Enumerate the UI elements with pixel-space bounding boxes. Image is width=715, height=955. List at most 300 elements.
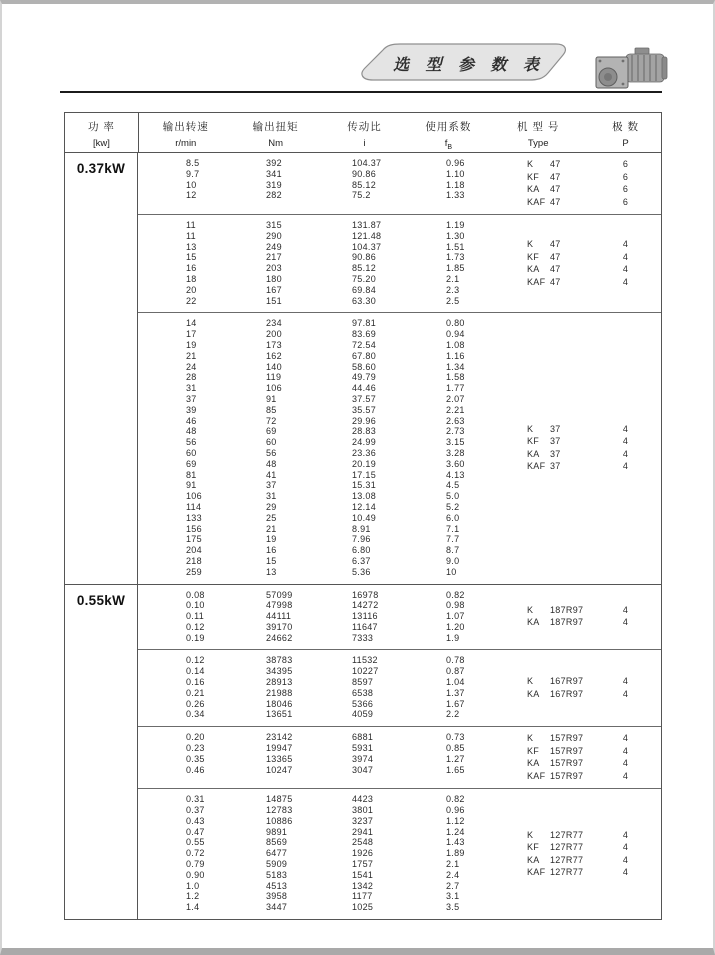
- output-torque-value: 19: [266, 534, 277, 545]
- output-speed-value: 0.37: [186, 805, 205, 816]
- output-torque-value: 290: [266, 230, 282, 241]
- col-header-ratio: 传动比 i: [347, 121, 382, 149]
- service-factor-value: 1.12: [446, 815, 465, 826]
- service-factor-value: 0.82: [446, 794, 465, 805]
- output-torque-value: 151: [266, 295, 282, 306]
- ratio-value: 44.46: [352, 383, 377, 394]
- output-torque-value: 10247: [266, 764, 293, 775]
- pole-count: 4: [622, 688, 629, 699]
- output-speed-value: 16: [186, 263, 197, 274]
- output-torque-value: 37: [266, 480, 277, 491]
- service-factor-value: 6.0: [446, 512, 460, 523]
- output-speed-value: 0.19: [186, 632, 205, 643]
- service-factor-value: 4.5: [446, 480, 460, 491]
- service-factor-value: 1.08: [446, 339, 465, 350]
- service-factor-value: 0.85: [446, 743, 465, 754]
- output-speed-value: 0.12: [186, 621, 205, 632]
- ratio-value: 3974: [352, 753, 374, 764]
- output-speed-value: 0.11: [186, 611, 205, 622]
- ratio-value: 90.86: [352, 168, 377, 179]
- output-torque-value: 85: [266, 404, 277, 415]
- pole-count: 4: [622, 770, 629, 781]
- ratio-value: 5931: [352, 743, 374, 754]
- output-speed-value: 91: [186, 480, 197, 491]
- output-speed-value: 0.46: [186, 764, 205, 775]
- model-type: KF 47: [527, 251, 561, 262]
- ratio-value: 3801: [352, 805, 374, 816]
- output-speed-value: 14: [186, 318, 197, 329]
- model-type: KF 47: [527, 171, 561, 182]
- ratio-value: 67.80: [352, 350, 377, 361]
- model-type: KAF 37: [527, 461, 561, 472]
- output-torque-value: 282: [266, 190, 282, 201]
- ratio-value: 1541: [352, 869, 374, 880]
- output-torque-value: 39170: [266, 621, 293, 632]
- ratio-block: [138, 312, 661, 583]
- ratio-value: 85.12: [352, 263, 377, 274]
- ratio-value: 49.79: [352, 372, 377, 383]
- ratio-value: 11647: [352, 621, 378, 632]
- ratio-value: 11532: [352, 655, 378, 666]
- service-factor-value: 2.7: [446, 880, 460, 891]
- pole-count: 4: [622, 264, 629, 275]
- ratio-value: 104.37: [352, 158, 382, 168]
- pole-count: 6: [622, 159, 629, 169]
- ratio-value: 15.31: [352, 480, 377, 491]
- service-factor-value: 1.9: [446, 632, 460, 643]
- output-speed-value: 0.08: [186, 589, 205, 600]
- output-speed-value: 8.5: [186, 158, 200, 168]
- output-torque-value: 203: [266, 263, 282, 274]
- output-torque-value: 13: [266, 566, 277, 577]
- output-torque-value: 48: [266, 458, 277, 469]
- output-speed-value: 114: [186, 501, 202, 512]
- service-factor-value: 1.43: [446, 837, 465, 848]
- service-factor-value: 2.1: [446, 273, 460, 284]
- service-factor-value: 1.77: [446, 383, 465, 394]
- pole-count: 4: [622, 745, 629, 756]
- output-speed-value: 156: [186, 523, 202, 534]
- output-torque-value: 6477: [266, 848, 288, 859]
- ratio-value: 7.96: [352, 534, 371, 545]
- service-factor-value: 1.34: [446, 361, 465, 372]
- ratio-value: 131.87: [352, 220, 382, 230]
- output-torque-value: 31: [266, 491, 277, 502]
- service-factor-value: 1.24: [446, 826, 465, 837]
- ratio-value: 14272: [352, 600, 379, 611]
- pole-count: 4: [622, 251, 629, 262]
- ratio-value: 69.84: [352, 284, 377, 295]
- col-header-torque: 输出扭矩 Nm: [252, 121, 299, 149]
- ratio-value: 75.20: [352, 273, 377, 284]
- ratio-value: 121.48: [352, 230, 382, 241]
- output-speed-value: 0.23: [186, 743, 205, 754]
- model-type: K 47: [527, 159, 561, 169]
- service-factor-value: 1.19: [446, 220, 465, 230]
- ratio-value: 2941: [352, 826, 374, 837]
- pole-count: 4: [622, 733, 629, 744]
- pole-count: 4: [622, 829, 629, 840]
- power-rating-label: 0.55kW: [76, 592, 126, 608]
- pole-count: 4: [622, 758, 629, 769]
- output-torque-value: 140: [266, 361, 282, 372]
- pole-count: 6: [622, 171, 629, 182]
- output-speed-value: 22: [186, 295, 197, 306]
- model-type: KA 157R97: [527, 758, 584, 769]
- pole-count: 6: [622, 184, 629, 194]
- output-speed-value: 17: [186, 329, 197, 340]
- output-speed-value: 60: [186, 447, 197, 458]
- ratio-value: 6881: [352, 732, 374, 743]
- output-torque-value: 5909: [266, 859, 288, 870]
- col-header-poles: 极 数 P: [612, 121, 640, 149]
- output-torque-value: 341: [266, 168, 282, 179]
- service-factor-value: 1.16: [446, 350, 465, 361]
- output-torque-value: 392: [266, 158, 282, 168]
- output-torque-value: 41: [266, 469, 277, 480]
- model-type: KAF 47: [527, 276, 561, 287]
- model-type: K 157R97: [527, 733, 584, 744]
- power-section: [65, 584, 661, 920]
- table-body: [65, 153, 661, 919]
- service-factor-value: 2.73: [446, 426, 465, 437]
- service-factor-value: 2.5: [446, 295, 460, 306]
- service-factor-value: 1.27: [446, 753, 465, 764]
- pole-count: 4: [622, 867, 629, 878]
- output-speed-value: 0.35: [186, 753, 205, 764]
- service-factor-value: 7.7: [446, 534, 460, 545]
- output-torque-value: 34395: [266, 666, 293, 677]
- output-speed-value: 0.34: [186, 709, 205, 720]
- output-torque-value: 56: [266, 447, 277, 458]
- output-speed-value: 18: [186, 273, 197, 284]
- output-speed-value: 24: [186, 361, 197, 372]
- output-speed-value: 48: [186, 426, 197, 437]
- output-torque-value: 44111: [266, 611, 292, 622]
- ratio-value: 35.57: [352, 404, 377, 415]
- output-torque-value: 13651: [266, 709, 293, 720]
- output-speed-value: 0.43: [186, 815, 205, 826]
- ratio-value: 85.12: [352, 179, 377, 190]
- service-factor-value: 1.73: [446, 252, 465, 263]
- output-torque-value: 12783: [266, 805, 293, 816]
- power-cell: [65, 585, 138, 920]
- service-factor-value: 3.1: [446, 891, 460, 902]
- ratio-value: 23.36: [352, 447, 377, 458]
- output-speed-value: 175: [186, 534, 202, 545]
- pole-count: 6: [622, 196, 629, 207]
- ratio-value: 6538: [352, 687, 374, 698]
- ratio-value: 6.80: [352, 545, 371, 556]
- output-speed-value: 81: [186, 469, 197, 480]
- ratio-value: 90.86: [352, 252, 377, 263]
- output-speed-value: 259: [186, 566, 202, 577]
- output-speed-value: 31: [186, 383, 197, 394]
- service-factor-value: 0.94: [446, 329, 465, 340]
- service-factor-value: 2.3: [446, 284, 460, 295]
- service-factor-value: 8.7: [446, 545, 460, 556]
- title-banner: [356, 42, 572, 84]
- service-factor-value: 2.07: [446, 393, 465, 404]
- model-type: KA 47: [527, 264, 561, 275]
- col-header-service-factor: 使用系数 $f_B$: [425, 121, 472, 151]
- output-speed-value: 15: [186, 252, 197, 263]
- output-torque-value: 91: [266, 393, 277, 404]
- output-torque-value: 14875: [266, 794, 293, 805]
- pole-count: 4: [622, 448, 629, 459]
- output-speed-value: 39: [186, 404, 197, 415]
- output-speed-value: 46: [186, 415, 197, 426]
- output-torque-value: 21: [266, 523, 277, 534]
- ratio-value: 63.30: [352, 295, 377, 306]
- model-type: KAF 157R97: [527, 770, 584, 781]
- output-speed-value: 21: [186, 350, 197, 361]
- service-factor-value: 0.87: [446, 666, 465, 677]
- output-speed-value: 69: [186, 458, 197, 469]
- ratio-value: 6.37: [352, 555, 371, 566]
- output-speed-value: 1.0: [186, 880, 200, 891]
- ratio-value: 28.83: [352, 426, 377, 437]
- output-torque-value: 167: [266, 284, 282, 295]
- output-torque-value: 162: [266, 350, 282, 361]
- service-factor-value: 1.37: [446, 687, 465, 698]
- service-factor-value: 0.96: [446, 158, 465, 168]
- output-torque-value: 28913: [266, 677, 293, 688]
- model-type: KF 157R97: [527, 745, 584, 756]
- ratio-value: 5366: [352, 698, 374, 709]
- output-torque-value: 319: [266, 179, 282, 190]
- ratio-value: 3237: [352, 815, 374, 826]
- ratio-value: 24.99: [352, 437, 377, 448]
- service-factor-value: 3.5: [446, 902, 460, 913]
- output-torque-value: 8569: [266, 837, 288, 848]
- output-torque-value: 9891: [266, 826, 288, 837]
- model-type: K 127R77: [527, 829, 584, 840]
- table-header-row: [65, 113, 661, 153]
- page-title: 选 型 参 数 表: [393, 57, 545, 74]
- output-speed-value: 0.72: [186, 848, 205, 859]
- output-torque-value: 315: [266, 220, 282, 230]
- output-torque-value: 173: [266, 339, 282, 350]
- ratio-value: 97.81: [352, 318, 377, 329]
- ratio-value: 58.60: [352, 361, 377, 372]
- model-type: KA 127R77: [527, 854, 584, 865]
- output-speed-value: 12: [186, 190, 197, 201]
- ratio-block: [138, 585, 661, 650]
- output-torque-value: 200: [266, 329, 282, 340]
- pole-count: 4: [622, 854, 629, 865]
- ratio-block: [138, 788, 661, 919]
- service-factor-value: 4.13: [446, 469, 465, 480]
- output-speed-value: 0.16: [186, 677, 205, 688]
- output-speed-value: 11: [186, 220, 196, 230]
- service-factor-value: 7.1: [446, 523, 460, 534]
- output-torque-value: 234: [266, 318, 282, 329]
- pole-count: 4: [622, 276, 629, 287]
- pole-count: 4: [622, 676, 629, 687]
- output-speed-value: 133: [186, 512, 202, 523]
- output-torque-value: 15: [266, 555, 277, 566]
- service-factor-value: 1.51: [446, 241, 465, 252]
- output-speed-value: 0.20: [186, 732, 205, 743]
- output-torque-value: 249: [266, 241, 282, 252]
- model-type: KA 37: [527, 448, 561, 459]
- service-factor-value: 0.96: [446, 805, 465, 816]
- model-type: KF 127R77: [527, 842, 584, 853]
- ratio-value: 8597: [352, 677, 374, 688]
- service-factor-value: 5.2: [446, 501, 460, 512]
- output-torque-value: 23142: [266, 732, 293, 743]
- output-torque-value: 19947: [266, 743, 293, 754]
- ratio-value: 72.54: [352, 339, 377, 350]
- output-torque-value: 60: [266, 437, 277, 448]
- output-speed-value: 56: [186, 437, 197, 448]
- output-torque-value: 18046: [266, 698, 293, 709]
- output-speed-value: 0.10: [186, 600, 205, 611]
- ratio-value: 7333: [352, 632, 374, 643]
- service-factor-value: 1.04: [446, 677, 465, 688]
- output-torque-value: 47998: [266, 600, 293, 611]
- power-rating-label: 0.37kW: [76, 161, 126, 176]
- output-torque-value: 21988: [266, 687, 293, 698]
- power-section: [65, 153, 661, 584]
- output-torque-value: 13365: [266, 753, 293, 764]
- output-speed-value: 0.26: [186, 698, 205, 709]
- service-factor-value: 0.80: [446, 318, 465, 329]
- model-type: KA 167R97: [527, 688, 584, 699]
- service-factor-value: 3.60: [446, 458, 465, 469]
- model-type: K 187R97: [527, 604, 584, 615]
- ratio-value: 2548: [352, 837, 374, 848]
- model-type: KF 37: [527, 436, 561, 447]
- ratio-block: [138, 649, 661, 726]
- output-speed-value: 28: [186, 372, 197, 383]
- output-speed-value: 13: [186, 241, 197, 252]
- ratio-value: 83.69: [352, 329, 377, 340]
- output-torque-value: 57099: [266, 589, 293, 600]
- model-type: K 47: [527, 239, 561, 250]
- service-factor-value: 10: [446, 566, 457, 577]
- output-torque-value: 29: [266, 501, 277, 512]
- ratio-value: 29.96: [352, 415, 377, 426]
- model-type: KA 47: [527, 184, 561, 194]
- ratio-value: 1757: [352, 859, 374, 870]
- service-factor-value: 2.63: [446, 415, 465, 426]
- ratio-value: 5.36: [352, 566, 371, 577]
- ratio-value: 4423: [352, 794, 374, 805]
- ratio-value: 8.91: [352, 523, 371, 534]
- pole-count: 4: [622, 604, 629, 615]
- ratio-value: 1342: [352, 880, 374, 891]
- ratio-value: 4059: [352, 709, 374, 720]
- output-torque-value: 119: [266, 372, 282, 383]
- service-factor-value: 1.18: [446, 179, 465, 190]
- service-factor-value: 1.30: [446, 230, 465, 241]
- output-speed-value: 0.55: [186, 837, 205, 848]
- output-speed-value: 20: [186, 284, 197, 295]
- service-factor-value: 1.65: [446, 764, 465, 775]
- output-torque-value: 180: [266, 273, 282, 284]
- ratio-value: 16978: [352, 589, 379, 600]
- service-factor-value: 1.20: [446, 621, 465, 632]
- service-factor-value: 5.0: [446, 491, 460, 502]
- ratio-value: 104.37: [352, 241, 382, 252]
- model-type: K 167R97: [527, 676, 584, 687]
- col-header-speed: 输出转速 r/min: [162, 121, 209, 149]
- selection-parameter-table: [64, 112, 662, 920]
- output-torque-value: 16: [266, 545, 277, 556]
- output-speed-value: 106: [186, 491, 202, 502]
- service-factor-value: 9.0: [446, 555, 460, 566]
- ratio-value: 13.08: [352, 491, 377, 502]
- header-rule: [60, 91, 662, 93]
- ratio-value: 13116: [352, 611, 378, 622]
- service-factor-value: 0.78: [446, 655, 465, 666]
- output-torque-value: 106: [266, 383, 282, 394]
- service-factor-value: 2.2: [446, 709, 460, 720]
- output-speed-value: 10: [186, 179, 197, 190]
- output-torque-value: 72: [266, 415, 277, 426]
- service-factor-value: 2.21: [446, 404, 465, 415]
- ratio-block: [138, 153, 661, 214]
- col-header-type: 机 型 号 Type: [517, 121, 560, 149]
- output-speed-value: 9.7: [186, 168, 200, 179]
- service-factor-value: 1.10: [446, 168, 465, 179]
- output-speed-value: 1.2: [186, 891, 200, 902]
- ratio-value: 3047: [352, 764, 374, 775]
- output-torque-value: 10886: [266, 815, 293, 826]
- model-type: K 37: [527, 423, 561, 434]
- service-factor-value: 1.85: [446, 263, 465, 274]
- output-torque-value: 3447: [266, 902, 288, 913]
- output-speed-value: 0.14: [186, 666, 205, 677]
- pole-count: 4: [622, 436, 629, 447]
- output-torque-value: 3958: [266, 891, 288, 902]
- ratio-value: 1177: [352, 891, 373, 902]
- col-header-power: 功 率 [kw]: [65, 113, 139, 152]
- output-speed-value: 204: [186, 545, 202, 556]
- service-factor-value: 0.82: [446, 589, 465, 600]
- model-type: KAF 47: [527, 196, 561, 207]
- ratio-value: 10.49: [352, 512, 377, 523]
- ratio-value: 10227: [352, 666, 379, 677]
- output-torque-value: 38783: [266, 655, 293, 666]
- service-factor-value: 1.58: [446, 372, 465, 383]
- output-speed-value: 0.21: [186, 687, 205, 698]
- ratio-value: 37.57: [352, 393, 377, 404]
- output-speed-value: 0.90: [186, 869, 205, 880]
- model-type: KAF 127R77: [527, 867, 584, 878]
- gearmotor-photo: [588, 44, 668, 94]
- pole-count: 4: [622, 842, 629, 853]
- service-factor-value: 1.67: [446, 698, 465, 709]
- ratio-block: [138, 214, 661, 312]
- service-factor-value: 0.73: [446, 732, 465, 743]
- output-speed-value: 19: [186, 339, 197, 350]
- power-cell: [65, 153, 138, 584]
- model-type: KA 187R97: [527, 617, 584, 628]
- output-torque-value: 5183: [266, 869, 288, 880]
- pole-count: 4: [622, 461, 629, 472]
- output-torque-value: 25: [266, 512, 277, 523]
- service-factor-value: 1.89: [446, 848, 465, 859]
- output-speed-value: 0.12: [186, 655, 205, 666]
- output-speed-value: 0.47: [186, 826, 205, 837]
- service-factor-value: 1.07: [446, 611, 465, 622]
- service-factor-value: 3.28: [446, 447, 465, 458]
- service-factor-value: 2.4: [446, 869, 460, 880]
- output-speed-value: 218: [186, 555, 202, 566]
